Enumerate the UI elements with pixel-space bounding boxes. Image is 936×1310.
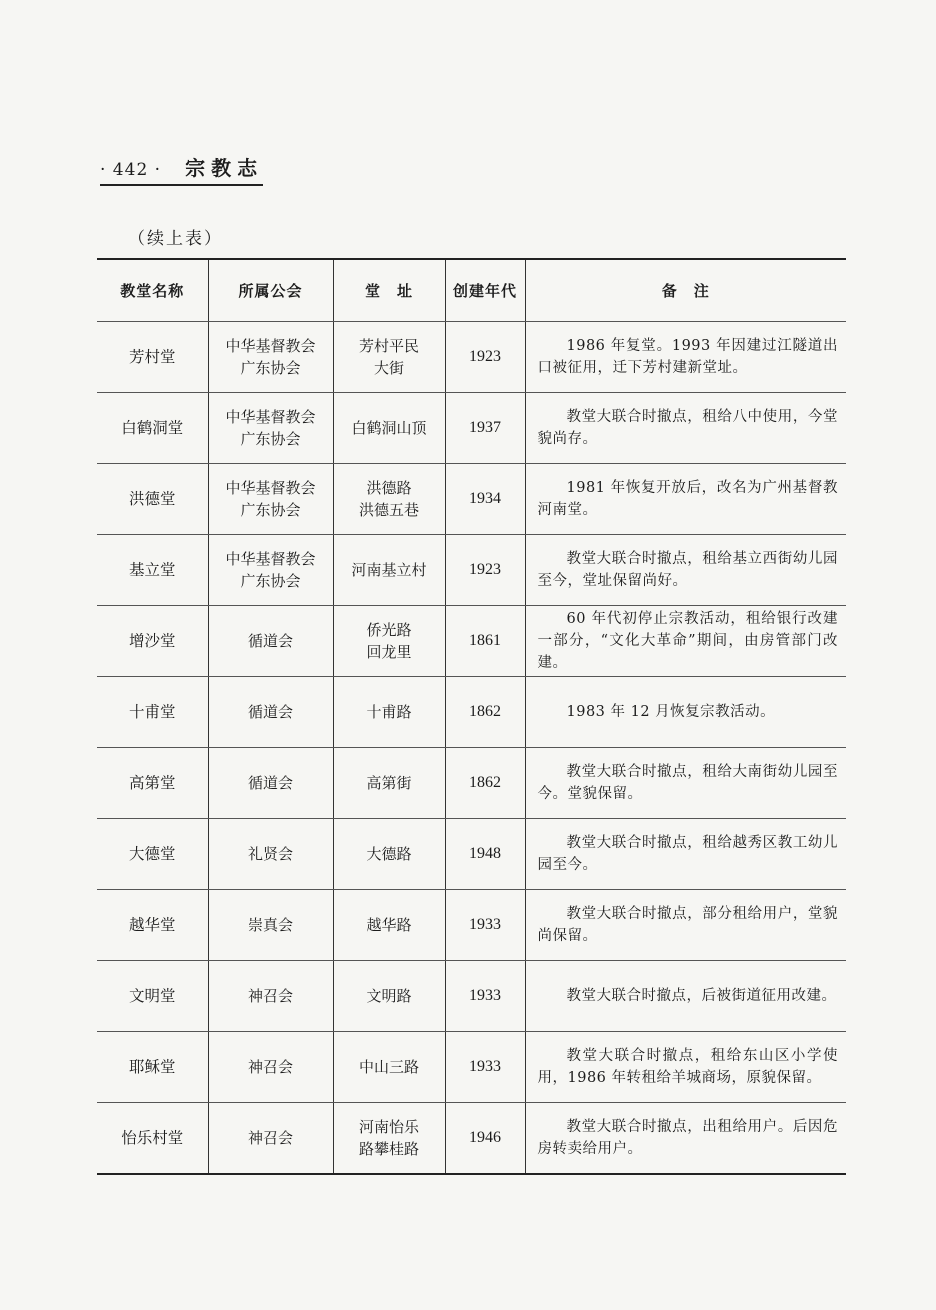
address-cell: 洪德路 洪德五巷 [333, 464, 445, 535]
address-cell: 河南基立村 [333, 535, 445, 606]
remark-cell: 教堂大联合时撤点，租给越秀区教工幼儿园至今。 [525, 819, 846, 890]
church-name-cell: 怡乐村堂 [97, 1103, 208, 1174]
year-cell: 1946 [445, 1103, 525, 1174]
church-name-cell: 耶稣堂 [97, 1032, 208, 1103]
year-cell: 1861 [445, 606, 525, 677]
address-cell: 大德路 [333, 819, 445, 890]
book-title: 宗教志 [185, 156, 264, 180]
church-name-cell: 高第堂 [97, 748, 208, 819]
column-header-address: 堂 址 [333, 259, 445, 322]
association-cell: 循道会 [208, 606, 333, 677]
table-row [97, 748, 846, 819]
remark-cell: 教堂大联合时撤点，租给基立西街幼儿园至今，堂址保留尚好。 [525, 535, 846, 606]
column-header-year: 创建年代 [445, 259, 525, 322]
page-header [100, 152, 263, 186]
table-row [97, 961, 846, 1032]
address-cell: 河南怡乐 路攀桂路 [333, 1103, 445, 1174]
remark-cell: 教堂大联合时撤点，出租给用户。后因危房转卖给用户。 [525, 1103, 846, 1174]
church-name-cell: 芳村堂 [97, 322, 208, 393]
address-cell: 白鹤洞山顶 [333, 393, 445, 464]
year-cell: 1923 [445, 322, 525, 393]
association-cell: 中华基督教会 广东协会 [208, 535, 333, 606]
association-cell: 循道会 [208, 748, 333, 819]
address-cell: 芳村平民 大街 [333, 322, 445, 393]
remark-cell: 教堂大联合时撤点，部分租给用户，堂貌尚保留。 [525, 890, 846, 961]
remark-cell: 60 年代初停止宗教活动，租给银行改建一部分，“文化大革命”期间，由房管部门改建。 [525, 606, 846, 677]
church-name-cell: 增沙堂 [97, 606, 208, 677]
table-row [97, 535, 846, 606]
church-name-cell: 白鹤洞堂 [97, 393, 208, 464]
year-cell: 1862 [445, 748, 525, 819]
remark-cell: 教堂大联合时撤点，租给八中使用，今堂貌尚存。 [525, 393, 846, 464]
remark-cell: 1986 年复堂。1993 年因建过江隧道出口被征用，迁下芳村建新堂址。 [525, 322, 846, 393]
church-table [97, 258, 846, 1175]
column-header-remark: 备 注 [525, 259, 846, 322]
remark-cell: 1983 年 12 月恢复宗教活动。 [525, 677, 846, 748]
association-cell: 循道会 [208, 677, 333, 748]
year-cell: 1948 [445, 819, 525, 890]
page-number: · 442 · [100, 160, 162, 180]
table-row [97, 890, 846, 961]
table-row [97, 606, 846, 677]
remark-cell: 1981 年恢复开放后，改名为广州基督教河南堂。 [525, 464, 846, 535]
association-cell: 中华基督教会 广东协会 [208, 393, 333, 464]
year-cell: 1862 [445, 677, 525, 748]
year-cell: 1933 [445, 1032, 525, 1103]
column-header-name: 教堂名称 [97, 259, 208, 322]
church-name-cell: 十甫堂 [97, 677, 208, 748]
column-header-association: 所属公会 [208, 259, 333, 322]
table-body [97, 322, 846, 1174]
continued-label: （续上表） [128, 229, 223, 249]
table-row [97, 464, 846, 535]
table-row [97, 1032, 846, 1103]
address-cell: 文明路 [333, 961, 445, 1032]
table-row [97, 1103, 846, 1174]
association-cell: 神召会 [208, 961, 333, 1032]
church-name-cell: 基立堂 [97, 535, 208, 606]
remark-cell: 教堂大联合时撤点，后被街道征用改建。 [525, 961, 846, 1032]
remark-cell: 教堂大联合时撤点，租给大南街幼儿园至今。堂貌保留。 [525, 748, 846, 819]
association-cell: 神召会 [208, 1103, 333, 1174]
church-name-cell: 文明堂 [97, 961, 208, 1032]
table-row [97, 393, 846, 464]
association-cell: 中华基督教会 广东协会 [208, 322, 333, 393]
year-cell: 1923 [445, 535, 525, 606]
address-cell: 侨光路 回龙里 [333, 606, 445, 677]
association-cell: 崇真会 [208, 890, 333, 961]
table-row [97, 819, 846, 890]
church-name-cell: 洪德堂 [97, 464, 208, 535]
church-name-cell: 越华堂 [97, 890, 208, 961]
address-cell: 越华路 [333, 890, 445, 961]
table-header-row [97, 259, 846, 322]
association-cell: 神召会 [208, 1032, 333, 1103]
year-cell: 1934 [445, 464, 525, 535]
year-cell: 1933 [445, 961, 525, 1032]
address-cell: 中山三路 [333, 1032, 445, 1103]
year-cell: 1933 [445, 890, 525, 961]
association-cell: 礼贤会 [208, 819, 333, 890]
remark-cell: 教堂大联合时撤点，租给东山区小学使用，1986 年转租给羊城商场，原貌保留。 [525, 1032, 846, 1103]
address-cell: 高第街 [333, 748, 445, 819]
table-row [97, 677, 846, 748]
address-cell: 十甫路 [333, 677, 445, 748]
table-row [97, 322, 846, 393]
association-cell: 中华基督教会 广东协会 [208, 464, 333, 535]
church-name-cell: 大德堂 [97, 819, 208, 890]
year-cell: 1937 [445, 393, 525, 464]
